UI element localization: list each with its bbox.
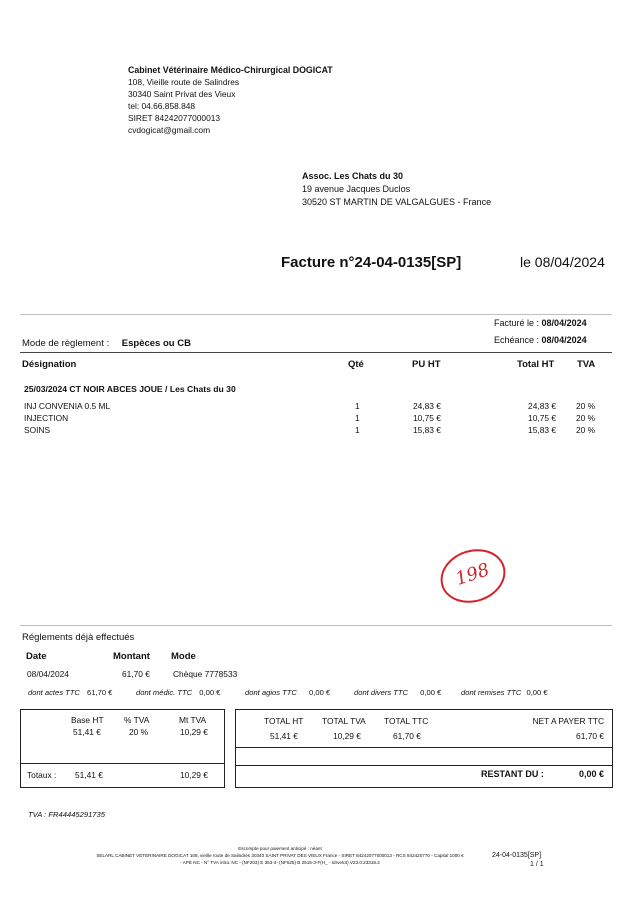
tax-rate: 20 % xyxy=(129,727,149,737)
net-to-pay-label: NET A PAYER TTC xyxy=(532,716,604,726)
recipient-name: Assoc. Les Chats du 30 xyxy=(302,171,404,181)
payments-header-amount: Montant xyxy=(113,651,150,662)
tax-header-amount: Mt TVA xyxy=(179,715,207,725)
row-total: 15,83 € xyxy=(528,425,556,435)
detail-value: 0,00 € xyxy=(199,688,221,697)
header-designation: Désignation xyxy=(22,359,77,370)
sender-phone: tel: 04.66.858.848 xyxy=(128,101,196,111)
detail-value: 0,00 € xyxy=(420,688,442,697)
row-designation: INJ CONVENIA 0.5 ML xyxy=(24,401,111,411)
header-total-ht: Total HT xyxy=(517,359,555,370)
total-ttc-label: TOTAL TTC xyxy=(384,716,429,726)
billed-label: Facturé le : xyxy=(494,318,540,328)
stamp-number: 198 xyxy=(452,559,493,590)
divider xyxy=(236,747,612,748)
payment-amount: 61,70 € xyxy=(122,669,150,679)
row-designation: INJECTION xyxy=(24,413,69,423)
invoice-date: le 08/04/2024 xyxy=(520,254,605,270)
header-qty: Qté xyxy=(348,359,364,370)
detail-value: 61,70 € xyxy=(87,688,113,697)
recipient-address-line2: 30520 ST MARTIN DE VALGALGUES - France xyxy=(302,197,492,207)
footer-legal-line: - APE NC - N° TVA intra. NC - (NF203) E 363-4- (NF525) B 2515-3-F(H_ - Idrvetot) V23.0.23318.2 xyxy=(180,860,380,865)
tax-base: 51,41 € xyxy=(73,727,101,737)
detail-label: dont remises TTC xyxy=(461,688,522,697)
footer-invoice-ref: 24-04-0135[SP] xyxy=(492,852,542,859)
detail-remises xyxy=(461,688,548,697)
header-pu-ht: PU HT xyxy=(412,359,441,370)
detail-agios xyxy=(245,688,330,697)
recipient-address-line1: 19 avenue Jacques Duclos xyxy=(302,184,411,194)
sender-siret: SIRET 84242077000013 xyxy=(128,113,221,123)
tax-header-base: Base HT xyxy=(71,715,104,725)
total-ttc-value: 61,70 € xyxy=(393,731,421,741)
detail-label: dont divers TTC xyxy=(354,688,409,697)
row-tva: 20 % xyxy=(576,413,596,423)
sender-address-line1: 108, Vieille route de Salindres xyxy=(128,77,240,87)
payments-header-mode: Mode xyxy=(171,651,196,662)
row-total: 24,83 € xyxy=(528,401,556,411)
due-date xyxy=(494,335,587,345)
header-tva: TVA xyxy=(577,359,596,370)
remaining-due-label: RESTANT DU : xyxy=(481,769,544,779)
sender-email: cvdogicat@gmail.com xyxy=(128,125,211,135)
row-qty: 1 xyxy=(355,413,360,423)
tax-summary-box xyxy=(20,709,225,788)
due-label: Echéance : xyxy=(494,335,540,345)
total-tva-value: 10,29 € xyxy=(333,731,361,741)
footer-page-number: 1 / 1 xyxy=(530,861,544,868)
row-qty: 1 xyxy=(355,401,360,411)
row-pu: 24,83 € xyxy=(413,401,441,411)
row-qty: 1 xyxy=(355,425,360,435)
recipient-block xyxy=(302,170,491,209)
totals-tva: 10,29 € xyxy=(180,770,208,780)
payments-header-date: Date xyxy=(26,651,47,662)
total-ht-value: 51,41 € xyxy=(270,731,298,741)
detail-label: dont agios TTC xyxy=(245,688,297,697)
total-tva-label: TOTAL TVA xyxy=(322,716,366,726)
payment-mode-value: Espèces ou CB xyxy=(121,338,191,349)
detail-value: 0,00 € xyxy=(526,688,548,697)
billed-date xyxy=(494,318,587,328)
payment-date: 08/04/2024 xyxy=(27,669,69,679)
detail-label: dont médic. TTC xyxy=(136,688,193,697)
totals-base: 51,41 € xyxy=(75,770,103,780)
detail-medic xyxy=(136,688,220,697)
payment-mode xyxy=(22,338,191,349)
row-pu: 10,75 € xyxy=(413,413,441,423)
sender-name: Cabinet Vétérinaire Médico-Chirurgical DOGICAT xyxy=(128,65,333,75)
divider xyxy=(20,625,612,626)
divider xyxy=(21,763,224,764)
sender-address-line2: 30340 Saint Privat des Vieux xyxy=(128,89,236,99)
detail-divers xyxy=(354,688,441,697)
group-title: 25/03/2024 CT NOIR ABCES JOUE / Les Chats du 30 xyxy=(24,384,236,394)
net-to-pay-value: 61,70 € xyxy=(576,731,604,741)
row-pu: 15,83 € xyxy=(413,425,441,435)
handwritten-circle-stamp xyxy=(434,541,513,611)
payments-title: Réglements déjà effectués xyxy=(22,632,135,643)
totals-label: Totaux : xyxy=(27,770,57,780)
divider xyxy=(20,352,612,353)
row-tva: 20 % xyxy=(576,401,596,411)
remaining-due-value: 0,00 € xyxy=(578,769,604,779)
row-total: 10,75 € xyxy=(528,413,556,423)
tax-amount: 10,29 € xyxy=(180,727,208,737)
invoice-title: Facture n°24-04-0135[SP] xyxy=(281,254,462,271)
tax-header-rate: % TVA xyxy=(124,715,150,725)
totals-box xyxy=(235,709,613,788)
payment-mode: Chèque 7778533 xyxy=(173,669,238,679)
billed-value: 08/04/2024 xyxy=(541,318,587,328)
row-tva: 20 % xyxy=(576,425,596,435)
row-designation: SOINS xyxy=(24,425,51,435)
divider xyxy=(20,314,612,315)
payment-mode-label: Mode de règlement : xyxy=(22,338,110,349)
detail-label: dont actes TTC xyxy=(28,688,80,697)
sender-block xyxy=(128,64,333,136)
detail-value: 0,00 € xyxy=(309,688,331,697)
footer-escompte: Escompte pour paiement anticipé : néant xyxy=(238,846,322,851)
total-ht-label: TOTAL HT xyxy=(264,716,304,726)
due-value: 08/04/2024 xyxy=(541,335,587,345)
footer-company-line: SELARL CABINET VETERINAIRE DOGICAT 108, vieille route de Salindres 30340 SAINT PRIVAT DES VIEUX France - SIRET 84242077000013 - RCS 842420770 - Capital 1000 € xyxy=(96,853,464,858)
tva-number: TVA : FR44445291735 xyxy=(28,810,105,819)
divider xyxy=(236,765,612,766)
detail-actes xyxy=(28,688,112,697)
